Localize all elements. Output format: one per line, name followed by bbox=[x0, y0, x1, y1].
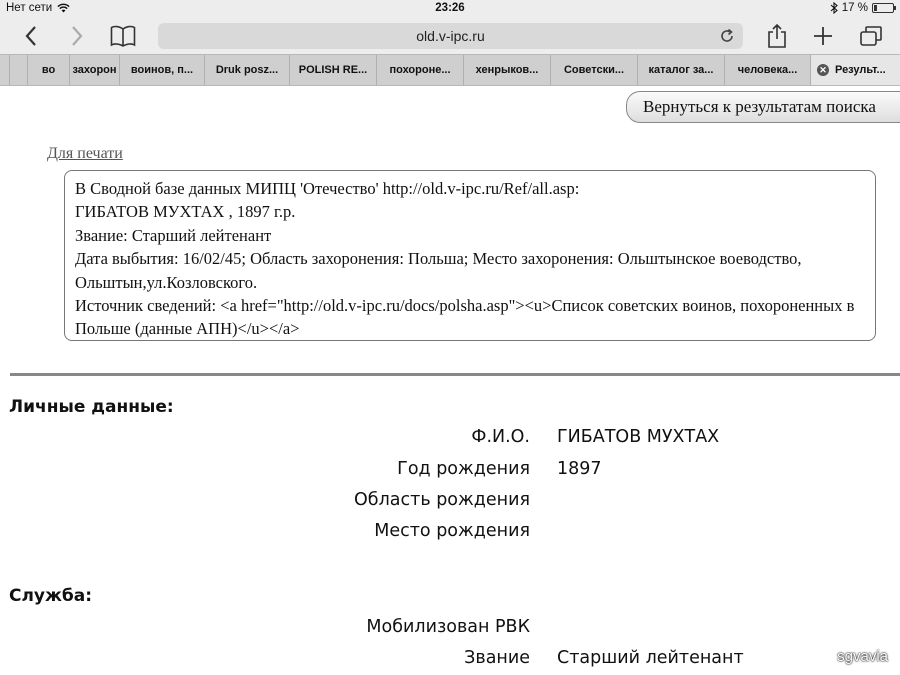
birth-place-label: Место рождения bbox=[374, 521, 530, 541]
tab[interactable] bbox=[464, 55, 551, 85]
bluetooth-icon bbox=[830, 2, 838, 14]
tab-label: во bbox=[41, 64, 56, 76]
tab-label: Советски... bbox=[563, 64, 625, 76]
info-line: Источник сведений: <a href="http://old.v-ipc.ru/docs/polsha.asp"><u>Список советских воинов, похороненных в Польше (данные АПН)</u></a> bbox=[75, 296, 855, 339]
birth-region-label: Область рождения bbox=[354, 490, 530, 510]
battery-level bbox=[874, 5, 877, 11]
tab[interactable] bbox=[28, 55, 70, 85]
forward-nav-button[interactable] bbox=[62, 22, 92, 50]
watermark: sgvavia bbox=[837, 648, 888, 665]
tab-label: воинов, п... bbox=[130, 64, 194, 76]
rank-label: Звание bbox=[464, 648, 530, 668]
info-line: В Сводной базе данных МИПЦ 'Отечество' http://old.v-ipc.ru/Ref/all.asp: bbox=[75, 179, 580, 198]
info-line: Звание: Старший лейтенант bbox=[75, 225, 272, 245]
tab-label: POLISH RE... bbox=[298, 64, 368, 76]
personal-data-title: Личные данные: bbox=[9, 397, 174, 417]
battery-icon bbox=[872, 3, 894, 13]
close-icon[interactable]: ✕ bbox=[817, 64, 829, 76]
tab-label: каталог за... bbox=[648, 64, 714, 76]
tab-label: хенрыков... bbox=[475, 64, 539, 76]
chevron-left-icon bbox=[24, 25, 38, 47]
share-icon bbox=[767, 23, 787, 49]
tab-label: похороне... bbox=[389, 64, 451, 76]
birth-year-value: 1897 bbox=[557, 459, 602, 479]
url-text: old.v-ipc.ru bbox=[416, 28, 485, 44]
tab-label: человека... bbox=[737, 64, 798, 76]
tab-strip bbox=[0, 54, 900, 86]
back-nav-button[interactable] bbox=[16, 22, 46, 50]
tab-handle[interactable] bbox=[0, 55, 10, 85]
book-icon bbox=[110, 25, 136, 47]
device-status bbox=[830, 2, 894, 14]
plus-icon bbox=[812, 25, 834, 47]
tab-label: Результ... bbox=[835, 64, 886, 76]
tabs-icon bbox=[859, 25, 883, 47]
divider bbox=[10, 373, 900, 376]
info-line: ГИБАТОВ МУХТАХ , 1897 г.р. bbox=[75, 202, 296, 222]
record-summary-box bbox=[64, 170, 876, 341]
fio-label: Ф.И.О. bbox=[471, 427, 530, 447]
chevron-right-icon bbox=[70, 25, 84, 47]
clock: 23:26 bbox=[435, 2, 465, 14]
status-bar bbox=[0, 0, 900, 18]
tab[interactable] bbox=[120, 55, 205, 85]
birth-year-label: Год рождения bbox=[397, 459, 530, 479]
tab[interactable] bbox=[638, 55, 725, 85]
new-tab-button[interactable] bbox=[808, 22, 838, 50]
info-line: Дата выбытия: 16/02/45; Область захоронения: Польша; Место захоронения: Ольштынское воеводство, Ольштын,ул.Козловского. bbox=[75, 249, 802, 292]
network-label: Нет сети bbox=[6, 2, 53, 14]
tab[interactable] bbox=[377, 55, 464, 85]
tab[interactable] bbox=[725, 55, 811, 85]
mobilized-label: Мобилизован РВК bbox=[366, 617, 530, 637]
service-title: Служба: bbox=[9, 586, 93, 606]
tab[interactable] bbox=[290, 55, 377, 85]
tab-active[interactable] bbox=[811, 55, 900, 85]
tab[interactable] bbox=[205, 55, 290, 85]
tab-handle[interactable] bbox=[10, 55, 28, 85]
tab-label: захорон bbox=[72, 64, 117, 76]
back-to-results-button[interactable]: Вернуться к результатам поиска bbox=[626, 91, 900, 123]
tab[interactable] bbox=[551, 55, 638, 85]
print-link[interactable]: Для печати bbox=[47, 145, 123, 162]
battery-percent: 17 % bbox=[841, 2, 868, 14]
tab-label: Druk posz... bbox=[215, 64, 279, 76]
share-button[interactable] bbox=[762, 22, 792, 50]
address-bar[interactable] bbox=[158, 23, 743, 49]
reload-icon[interactable] bbox=[719, 28, 735, 44]
fio-value: ГИБАТОВ МУХТАХ bbox=[557, 427, 720, 447]
tab[interactable] bbox=[70, 55, 120, 85]
rank-value: Старший лейтенант bbox=[557, 648, 744, 668]
tabs-overview-button[interactable] bbox=[856, 22, 886, 50]
bookmarks-button[interactable] bbox=[108, 22, 138, 50]
browser-toolbar bbox=[0, 18, 900, 54]
